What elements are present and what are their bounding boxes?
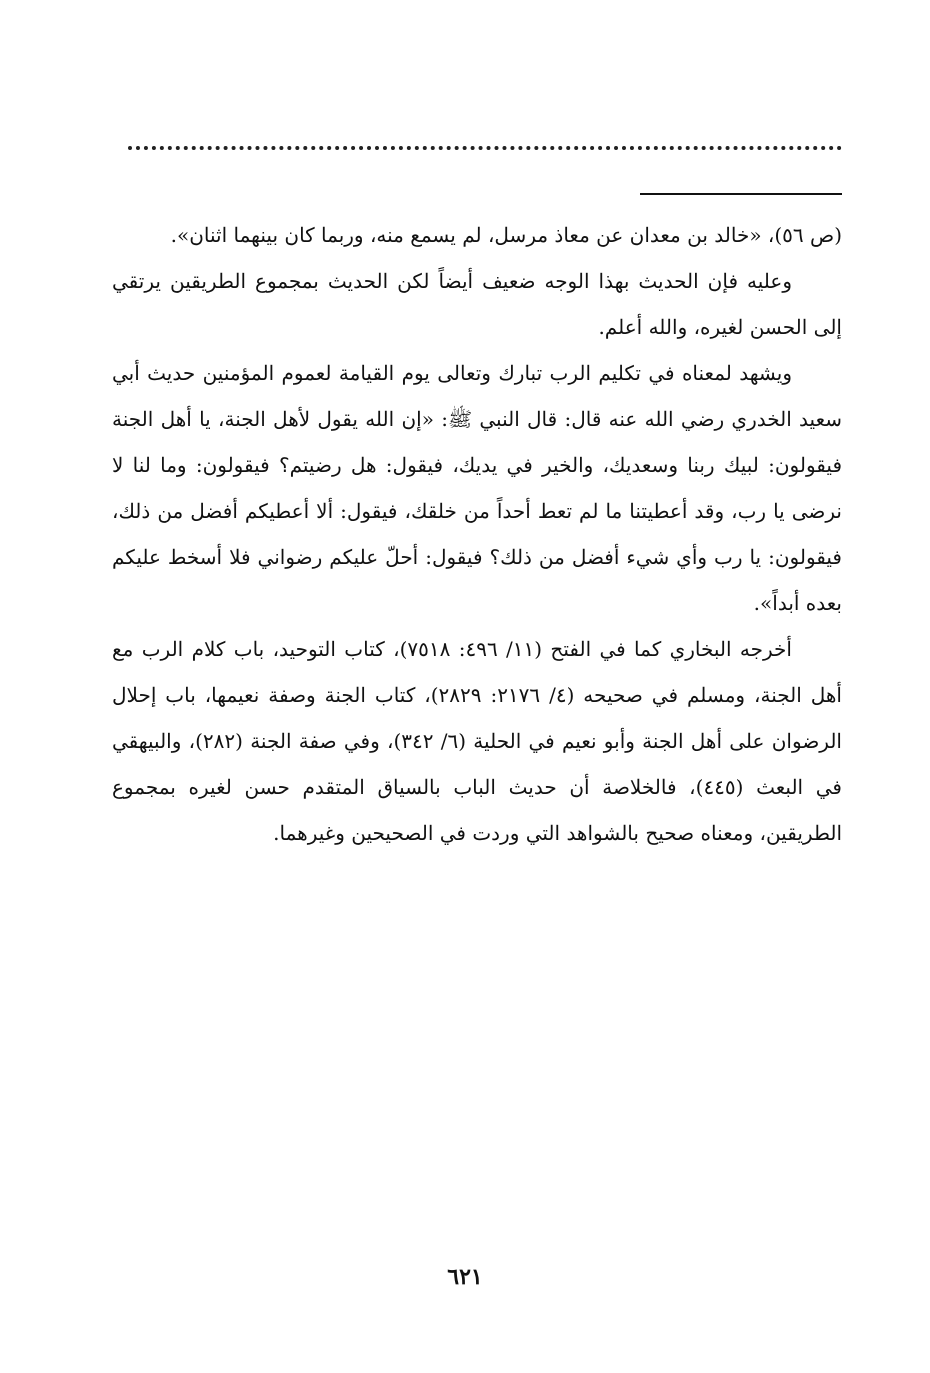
paragraph-2: وعليه فإن الحديث بهذا الوجه ضعيف أيضاً لكن الحديث بمجموع الطريقين يرتقي إلى الحسن لغيره، والله أعلم. xyxy=(112,269,842,339)
dotted-separator xyxy=(128,146,842,150)
paragraph-4: أخرجه البخاري كما في الفتح (١١/ ٤٩٦: ٧٥١٨)، كتاب التوحيد، باب كلام الرب مع أهل الجنة، ومسلم في صحيحه (٤/ ٢١٧٦: ٢٨٢٩)، كتاب الجنة وصفة نعيمها، باب إحلال الرضوان على أهل الجنة وأبو نعيم في الحلية (٦/ ٣٤٢)، وفي صفة الجنة (٢٨٢)، والبيهقي في البعث (٤٤٥)، فالخلاصة أن حديث الباب بالسياق المتقدم حسن لغيره بمجموع الطريقين، ومعناه صحيح بالشواهد التي وردت في الصحيحين وغيرهما. xyxy=(112,637,842,845)
footnote-separator-line xyxy=(640,193,842,195)
paragraph-1: (ص ٥٦)، «خالد بن معدان عن معاذ مرسل، لم يسمع منه، وربما كان بينهما اثنان». xyxy=(170,223,842,247)
paragraph-3: ويشهد لمعناه في تكليم الرب تبارك وتعالى يوم القيامة لعموم المؤمنين حديث أبي سعيد الخدري رضي الله عنه قال: قال النبي ﷺ: «إن الله يقول لأهل الجنة، يا أهل الجنة فيقولون: لبيك ربنا وسعديك، والخير في يديك، فيقول: هل رضيتم؟ فيقولون: وما لنا لا نرضى يا رب، وقد أعطيتنا ما لم تعط أحداً من خلقك، فيقول: ألا أعطيكم أفضل من ذلك، فيقولون: يا رب وأي شيء أفضل من ذلك؟ فيقول: أحلّ عليكم رضواني فلا أسخط عليكم بعده أبداً». xyxy=(112,361,842,615)
footnote-text-block xyxy=(112,212,842,856)
page-number: ٦٢١ xyxy=(447,1264,483,1290)
